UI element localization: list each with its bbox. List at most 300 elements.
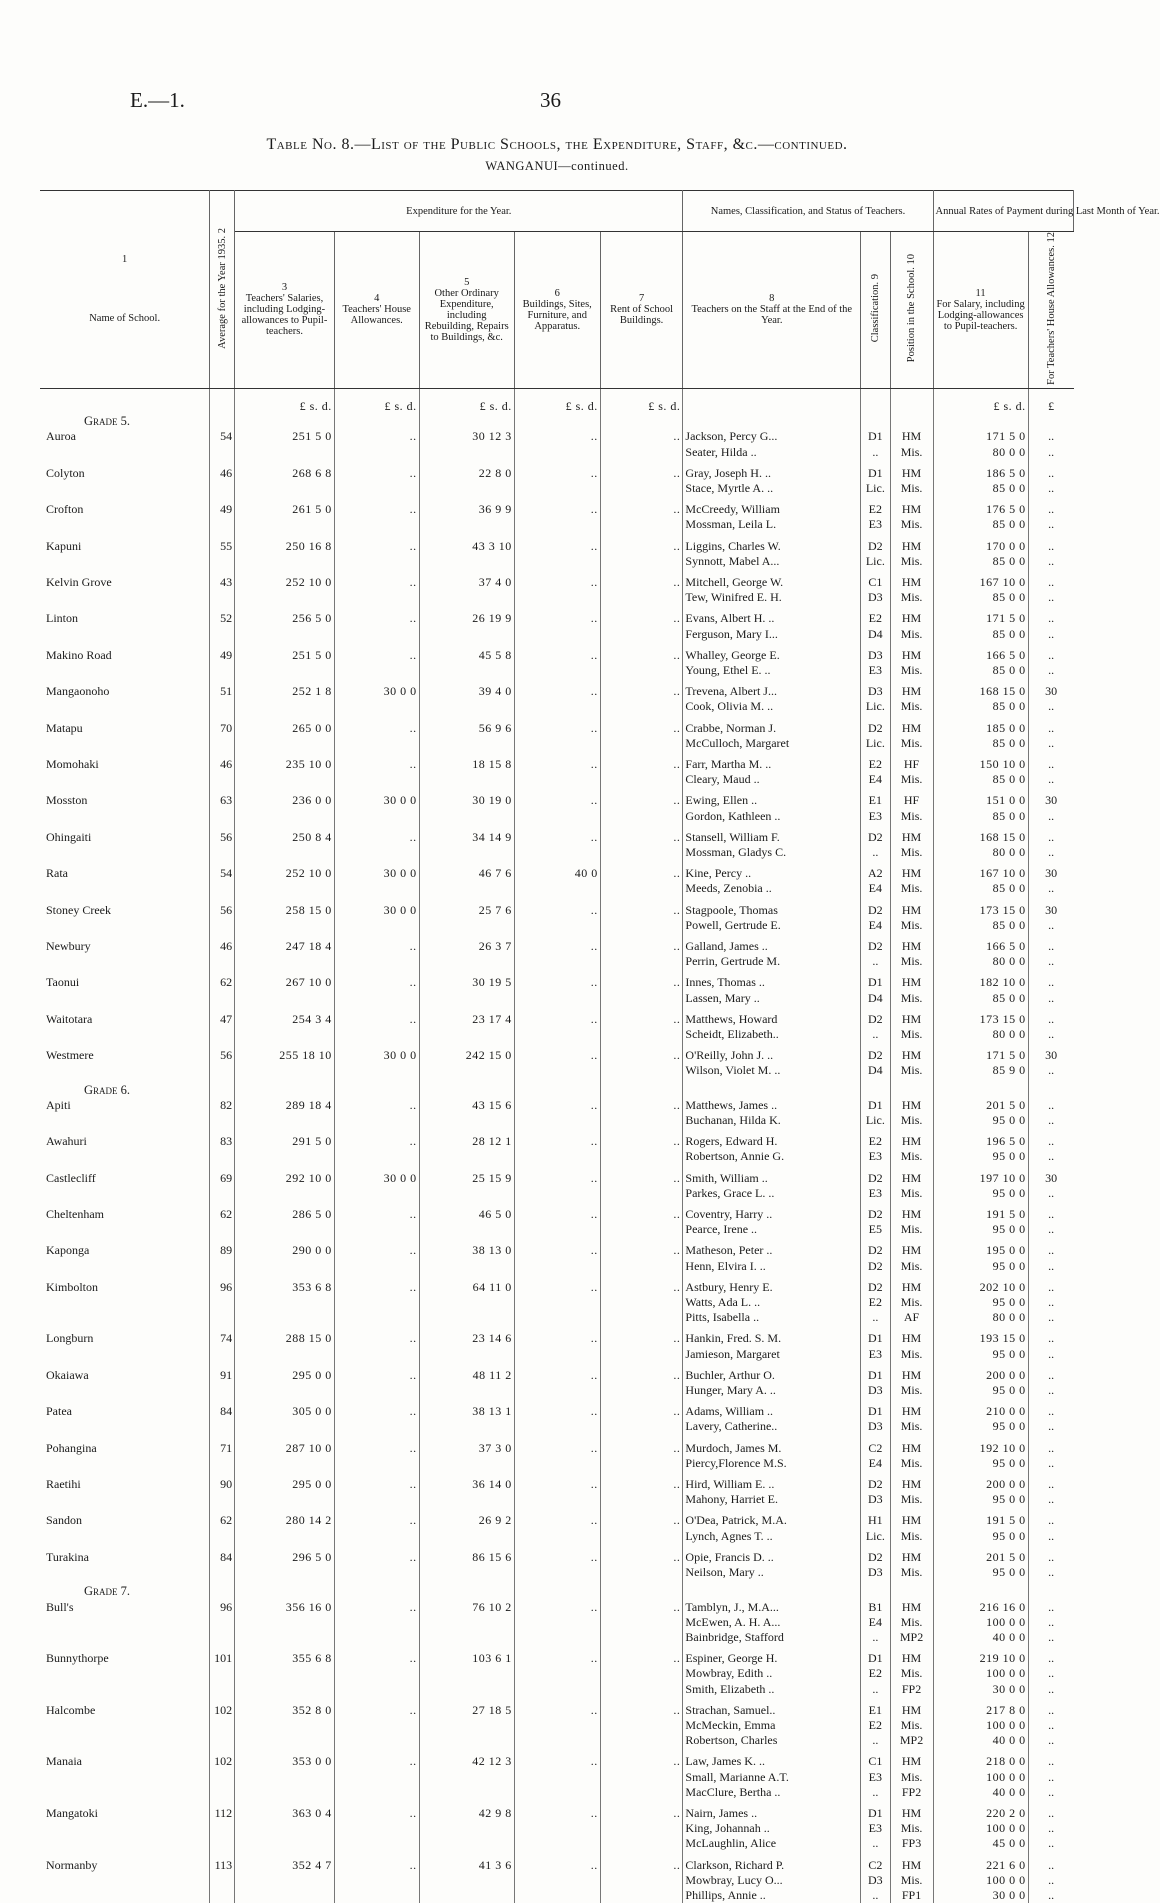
classification-value: E2: [861, 1666, 890, 1681]
salary-rate-value: 95 0 0: [933, 1295, 1028, 1310]
classification-value: D2: [861, 897, 890, 918]
salary-rate-value: 95 0 0: [933, 1565, 1028, 1580]
position-value: MP2: [890, 1733, 933, 1748]
other-expenditure-value: 26 9 2: [419, 1507, 514, 1528]
position-value: HM: [890, 1098, 933, 1113]
rent-value: ..: [600, 1325, 683, 1346]
teacher-row: [40, 1666, 1074, 1681]
other-expenditure-value: 23 14 6: [419, 1325, 514, 1346]
position-value: Mis.: [890, 699, 933, 714]
school-row: [40, 678, 1074, 699]
salary-rate-value: 95 0 0: [933, 1113, 1028, 1128]
house-rate-value: ..: [1048, 1492, 1055, 1507]
teacher-name: Buchanan, Hilda K.: [683, 1113, 861, 1128]
teacher-row: [40, 1310, 1074, 1325]
house-rate-value: ..: [1048, 1011, 1055, 1026]
position-value: HM: [890, 1544, 933, 1565]
rent-value: ..: [600, 642, 683, 663]
position-value: HM: [890, 824, 933, 845]
buildings-value: ..: [514, 751, 600, 772]
other-expenditure-value: 36 14 0: [419, 1471, 514, 1492]
col-name-of-school: 1 Name of School.: [40, 191, 210, 389]
school-row: [40, 1165, 1074, 1186]
rent-value: ..: [600, 787, 683, 808]
house-allowance-value: 30 0 0: [334, 897, 419, 918]
school-name: Halcombe: [40, 1697, 210, 1718]
school-row: [40, 496, 1074, 517]
other-expenditure-value: 26 3 7: [419, 933, 514, 954]
buildings-value: ..: [514, 569, 600, 590]
school-row: [40, 1645, 1074, 1666]
classification-value: E3: [861, 517, 890, 532]
position-value: HM: [890, 496, 933, 517]
salaries-value: 252 1 8: [235, 678, 335, 699]
school-row: [40, 1544, 1074, 1565]
teacher-name: Trevena, Albert J...: [683, 678, 861, 699]
average-attendance: 89: [210, 1237, 235, 1258]
salary-rate-value: 218 0 0: [933, 1748, 1028, 1769]
school-name: Crofton: [40, 496, 210, 517]
teacher-name: O'Dea, Patrick, M.A.: [683, 1507, 861, 1528]
average-attendance: 62: [210, 1201, 235, 1222]
teacher-row: [40, 481, 1074, 496]
house-rate-value: ..: [1048, 1651, 1055, 1666]
position-value: Mis.: [890, 1259, 933, 1274]
buildings-value: ..: [514, 1697, 600, 1718]
other-expenditure-value: 46 7 6: [419, 860, 514, 881]
average-attendance: 84: [210, 1398, 235, 1419]
other-expenditure-value: 28 12 1: [419, 1128, 514, 1149]
school-name: Apiti: [40, 1098, 210, 1113]
salaries-value: 250 16 8: [235, 533, 335, 554]
teacher-row: [40, 1456, 1074, 1471]
classification-value: D1: [861, 460, 890, 481]
classification-value: C2: [861, 1852, 890, 1873]
teacher-name: McCreedy, William: [683, 496, 861, 517]
teacher-name: Crabbe, Norman J.: [683, 715, 861, 736]
salary-rate-value: 201 5 0: [933, 1544, 1028, 1565]
teacher-name: Coventry, Harry ..: [683, 1201, 861, 1222]
teacher-row: [40, 1222, 1074, 1237]
school-name: Awahuri: [40, 1128, 210, 1149]
rent-value: ..: [600, 1128, 683, 1149]
salary-rate-value: 100 0 0: [933, 1873, 1028, 1888]
salary-rate-value: 167 10 0: [933, 569, 1028, 590]
house-rate-value: ..: [1048, 1549, 1055, 1564]
house-rate-value: ..: [1048, 1331, 1055, 1346]
house-rate-value: ..: [1048, 1367, 1055, 1382]
salary-rate-value: 85 0 0: [933, 772, 1028, 787]
house-rate-value: ..: [1048, 1243, 1055, 1258]
teacher-name: Clarkson, Richard P.: [683, 1852, 861, 1873]
teacher-row: [40, 1295, 1074, 1310]
house-rate-value: ..: [1048, 1733, 1055, 1748]
house-rate-value: ..: [1048, 1857, 1055, 1872]
school-name: Auroa: [40, 429, 210, 444]
teacher-name: Robertson, Charles: [683, 1733, 861, 1748]
teacher-name: Neilson, Mary ..: [683, 1565, 861, 1580]
salaries-value: 258 15 0: [235, 897, 335, 918]
position-value: Mis.: [890, 1295, 933, 1310]
teacher-name: Gray, Joseph H. ..: [683, 460, 861, 481]
average-attendance: 101: [210, 1645, 235, 1666]
house-allowance-value: ..: [334, 460, 419, 481]
salary-rate-value: 171 5 0: [933, 429, 1028, 444]
house-allowance-value: ..: [334, 1852, 419, 1873]
other-expenditure-value: 25 7 6: [419, 897, 514, 918]
teacher-name: Pitts, Isabella ..: [683, 1310, 861, 1325]
teacher-row: [40, 1615, 1074, 1630]
teacher-name: Hankin, Fred. S. M.: [683, 1325, 861, 1346]
house-allowance-value: ..: [334, 933, 419, 954]
other-expenditure-value: 45 5 8: [419, 642, 514, 663]
buildings-value: ..: [514, 1800, 600, 1821]
house-rate-value: ..: [1048, 735, 1055, 750]
average-attendance: 62: [210, 1507, 235, 1528]
position-value: Mis.: [890, 954, 933, 969]
classification-value: ..: [861, 1836, 890, 1851]
rent-value: ..: [600, 1098, 683, 1113]
teacher-row: [40, 699, 1074, 714]
salary-rate-value: 85 0 0: [933, 554, 1028, 569]
salaries-value: 255 18 10: [235, 1042, 335, 1063]
salary-rate-value: 168 15 0: [933, 824, 1028, 845]
salary-rate-value: 40 0 0: [933, 1785, 1028, 1800]
teacher-name: MacClure, Bertha ..: [683, 1785, 861, 1800]
classification-value: D2: [861, 1042, 890, 1063]
salaries-value: 356 16 0: [235, 1600, 335, 1615]
school-row: [40, 860, 1074, 881]
average-attendance: 54: [210, 860, 235, 881]
house-rate-value: ..: [1048, 1666, 1055, 1681]
other-expenditure-value: 242 15 0: [419, 1042, 514, 1063]
house-rate-value: ..: [1048, 1805, 1055, 1820]
salary-rate-value: 171 5 0: [933, 1042, 1028, 1063]
classification-value: E2: [861, 1295, 890, 1310]
other-expenditure-value: 38 13 1: [419, 1398, 514, 1419]
salary-rate-value: 216 16 0: [933, 1600, 1028, 1615]
classification-value: D3: [861, 642, 890, 663]
teacher-name: Opie, Francis D. ..: [683, 1544, 861, 1565]
other-expenditure-value: 48 11 2: [419, 1362, 514, 1383]
salary-rate-value: 85 0 0: [933, 699, 1028, 714]
teacher-name: Smith, William ..: [683, 1165, 861, 1186]
school-name: Pohangina: [40, 1435, 210, 1456]
average-attendance: 43: [210, 569, 235, 590]
teacher-row: [40, 1785, 1074, 1800]
buildings-value: ..: [514, 1042, 600, 1063]
rent-value: ..: [600, 1398, 683, 1419]
rent-value: ..: [600, 715, 683, 736]
other-expenditure-value: 23 17 4: [419, 1006, 514, 1027]
position-value: HM: [890, 460, 933, 481]
salaries-value: 355 6 8: [235, 1645, 335, 1666]
house-allowance-value: 30 0 0: [334, 1042, 419, 1063]
teacher-row: [40, 1630, 1074, 1645]
position-value: FP1: [890, 1888, 933, 1903]
classification-value: D1: [861, 1645, 890, 1666]
salary-rate-value: 95 0 0: [933, 1529, 1028, 1544]
rent-value: ..: [600, 1645, 683, 1666]
average-attendance: 55: [210, 533, 235, 554]
other-expenditure-value: 103 6 1: [419, 1645, 514, 1666]
salary-rate-value: 192 10 0: [933, 1435, 1028, 1456]
classification-value: D1: [861, 1800, 890, 1821]
average-attendance: 96: [210, 1600, 235, 1615]
school-row: [40, 1435, 1074, 1456]
teacher-name: Cleary, Maud ..: [683, 772, 861, 787]
school-name: Turakina: [40, 1544, 210, 1565]
rent-value: ..: [600, 860, 683, 881]
teacher-name: Cook, Olivia M. ..: [683, 699, 861, 714]
classification-value: D3: [861, 1565, 890, 1580]
classification-value: E3: [861, 809, 890, 824]
classification-value: D1: [861, 1325, 890, 1346]
rent-value: ..: [600, 678, 683, 699]
salaries-value: 256 5 0: [235, 605, 335, 626]
classification-value: Lic.: [861, 699, 890, 714]
classification-value: D2: [861, 1006, 890, 1027]
teacher-name: Tew, Winifred E. H.: [683, 590, 861, 605]
rent-value: ..: [600, 1852, 683, 1873]
salary-rate-value: 40 0 0: [933, 1733, 1028, 1748]
other-expenditure-value: 25 15 9: [419, 1165, 514, 1186]
average-attendance: 113: [210, 1852, 235, 1873]
school-row: [40, 1852, 1074, 1873]
house-rate-value: ..: [1048, 611, 1055, 626]
school-name: Stoney Creek: [40, 897, 210, 918]
school-name: Kapuni: [40, 533, 210, 554]
house-allowance-value: ..: [334, 1006, 419, 1027]
buildings-value: ..: [514, 1398, 600, 1419]
average-attendance: 96: [210, 1274, 235, 1295]
salary-rate-value: 85 0 0: [933, 627, 1028, 642]
buildings-value: ..: [514, 460, 600, 481]
position-value: Mis.: [890, 1113, 933, 1128]
position-value: HM: [890, 642, 933, 663]
average-attendance: 56: [210, 897, 235, 918]
rent-value: ..: [600, 605, 683, 626]
teacher-row: [40, 1113, 1074, 1128]
teacher-row: [40, 918, 1074, 933]
teacher-name: Scheidt, Elizabeth..: [683, 1027, 861, 1042]
buildings-value: ..: [514, 1507, 600, 1528]
classification-value: E3: [861, 1821, 890, 1836]
average-attendance: 82: [210, 1098, 235, 1113]
teacher-row: [40, 663, 1074, 678]
salary-rate-value: 45 0 0: [933, 1836, 1028, 1851]
house-allowance-value: ..: [334, 715, 419, 736]
teacher-name: Phillips, Annie ..: [683, 1888, 861, 1903]
school-row: [40, 569, 1074, 590]
house-rate-value: ..: [1048, 1769, 1055, 1784]
teacher-name: Robertson, Annie G.: [683, 1149, 861, 1164]
salary-rate-value: 201 5 0: [933, 1098, 1028, 1113]
teacher-row: [40, 1733, 1074, 1748]
school-name: Waitotara: [40, 1006, 210, 1027]
teacher-name: Buchler, Arthur O.: [683, 1362, 861, 1383]
position-value: Mis.: [890, 1718, 933, 1733]
teacher-row: [40, 627, 1074, 642]
other-expenditure-value: 42 9 8: [419, 1800, 514, 1821]
buildings-value: ..: [514, 1201, 600, 1222]
salary-rate-value: 80 0 0: [933, 1310, 1028, 1325]
house-rate-value: ..: [1048, 1565, 1055, 1580]
position-value: Mis.: [890, 1873, 933, 1888]
house-rate-value: ..: [1048, 881, 1055, 896]
col-house-rate: For Teachers' House Allowances. 12: [1028, 232, 1073, 389]
salary-rate-value: 191 5 0: [933, 1201, 1028, 1222]
salaries-value: 235 10 0: [235, 751, 335, 772]
rent-value: ..: [600, 533, 683, 554]
school-row: [40, 1274, 1074, 1295]
house-allowance-value: ..: [334, 1098, 419, 1113]
buildings-value: ..: [514, 1006, 600, 1027]
salary-rate-value: 171 5 0: [933, 605, 1028, 626]
school-row: [40, 897, 1074, 918]
table-header: [40, 191, 1160, 389]
classification-value: D2: [861, 533, 890, 554]
house-rate-value: ..: [1048, 626, 1055, 641]
school-row: [40, 533, 1074, 554]
salary-rate-value: 80 0 0: [933, 1027, 1028, 1042]
teacher-row: [40, 1873, 1074, 1888]
house-rate-value: ..: [1048, 502, 1055, 517]
house-allowance-value: 30 0 0: [334, 787, 419, 808]
average-attendance: 83: [210, 1128, 235, 1149]
classification-value: E3: [861, 663, 890, 678]
position-value: HM: [890, 860, 933, 881]
rent-value: ..: [600, 1237, 683, 1258]
salaries-value: 292 10 0: [235, 1165, 335, 1186]
other-expenditure-value: 34 14 9: [419, 824, 514, 845]
buildings-value: ..: [514, 1274, 600, 1295]
document-code: E.—1.: [130, 88, 185, 112]
rent-value: ..: [600, 1748, 683, 1769]
teacher-row: [40, 1770, 1074, 1785]
other-expenditure-value: 41 3 6: [419, 1852, 514, 1873]
teacher-name: McEwen, A. H. A...: [683, 1615, 861, 1630]
house-allowance-value: ..: [334, 1325, 419, 1346]
teacher-name: Tamblyn, J., M.A...: [683, 1600, 861, 1615]
classification-value: E4: [861, 1615, 890, 1630]
salary-rate-value: 100 0 0: [933, 1666, 1028, 1681]
salaries-value: 250 8 4: [235, 824, 335, 845]
house-rate-value: ..: [1048, 1702, 1055, 1717]
other-expenditure-value: 30 12 3: [419, 429, 514, 444]
buildings-value: ..: [514, 715, 600, 736]
position-value: HF: [890, 751, 933, 772]
position-value: MP2: [890, 1630, 933, 1645]
house-rate-value: ..: [1048, 720, 1055, 735]
salaries-value: 289 18 4: [235, 1098, 335, 1113]
house-rate-value: ..: [1048, 465, 1055, 480]
teacher-name: Mossman, Gladys C.: [683, 845, 861, 860]
teacher-row: [40, 1836, 1074, 1851]
classification-value: D3: [861, 678, 890, 699]
salaries-value: 353 6 8: [235, 1274, 335, 1295]
buildings-value: ..: [514, 1325, 600, 1346]
house-rate-value: ..: [1048, 1614, 1055, 1629]
position-value: HM: [890, 969, 933, 990]
average-attendance: 74: [210, 1325, 235, 1346]
salaries-value: 268 6 8: [235, 460, 335, 481]
school-row: [40, 1237, 1074, 1258]
other-expenditure-value: 43 15 6: [419, 1098, 514, 1113]
house-rate-value: 30: [1045, 1170, 1058, 1185]
position-value: Mis.: [890, 1027, 933, 1042]
buildings-value: ..: [514, 429, 600, 444]
salary-rate-value: 85 9 0: [933, 1063, 1028, 1078]
teacher-name: Matthews, Howard: [683, 1006, 861, 1027]
salaries-value: 252 10 0: [235, 569, 335, 590]
house-rate-value: ..: [1048, 1149, 1055, 1164]
house-rate-value: ..: [1048, 1836, 1055, 1851]
salary-rate-value: 85 0 0: [933, 481, 1028, 496]
position-value: Mis.: [890, 918, 933, 933]
house-rate-value: ..: [1048, 1477, 1055, 1492]
position-value: Mis.: [890, 1666, 933, 1681]
teacher-row: [40, 954, 1074, 969]
buildings-value: ..: [514, 1128, 600, 1149]
classification-value: D3: [861, 1419, 890, 1434]
salaries-value: 305 0 0: [235, 1398, 335, 1419]
buildings-value: ..: [514, 824, 600, 845]
salary-rate-value: 95 0 0: [933, 1347, 1028, 1362]
position-value: HM: [890, 1697, 933, 1718]
rent-value: ..: [600, 1165, 683, 1186]
house-rate-value: ..: [1048, 1419, 1055, 1434]
teacher-row: [40, 517, 1074, 532]
grade-heading-row: [40, 414, 1074, 429]
average-attendance: 56: [210, 1042, 235, 1063]
position-value: HM: [890, 1435, 933, 1456]
salary-rate-value: 219 10 0: [933, 1645, 1028, 1666]
buildings-value: ..: [514, 1237, 600, 1258]
average-attendance: 52: [210, 605, 235, 626]
house-rate-value: ..: [1048, 1279, 1055, 1294]
other-expenditure-value: 39 4 0: [419, 678, 514, 699]
position-value: HM: [890, 569, 933, 590]
house-rate-value: ..: [1048, 954, 1055, 969]
classification-value: D3: [861, 590, 890, 605]
house-allowance-value: ..: [334, 1697, 419, 1718]
position-value: HM: [890, 1507, 933, 1528]
school-row: [40, 1128, 1074, 1149]
grade-heading: Grade 6.: [40, 1079, 210, 1098]
position-value: Mis.: [890, 1383, 933, 1398]
position-value: Mis.: [890, 663, 933, 678]
position-value: Mis.: [890, 1186, 933, 1201]
salary-rate-value: 150 10 0: [933, 751, 1028, 772]
school-name: Mosston: [40, 787, 210, 808]
school-name: Patea: [40, 1398, 210, 1419]
teacher-name: Meeds, Zenobia ..: [683, 881, 861, 896]
teacher-name: Innes, Thomas ..: [683, 969, 861, 990]
salary-rate-value: 95 0 0: [933, 1149, 1028, 1164]
school-name: Newbury: [40, 933, 210, 954]
salaries-value: 252 10 0: [235, 860, 335, 881]
teacher-name: Jackson, Percy G...: [683, 429, 861, 444]
classification-value: D1: [861, 969, 890, 990]
other-expenditure-value: 38 13 0: [419, 1237, 514, 1258]
other-expenditure-value: 86 15 6: [419, 1544, 514, 1565]
col-teachers-salaries: 3 Teachers' Salaries, including Lodging-allowances to Pupil-teachers.: [235, 232, 335, 389]
other-expenditure-value: 37 3 0: [419, 1435, 514, 1456]
house-allowance-value: ..: [334, 1800, 419, 1821]
house-rate-value: ..: [1048, 1717, 1055, 1732]
rent-value: ..: [600, 1471, 683, 1492]
